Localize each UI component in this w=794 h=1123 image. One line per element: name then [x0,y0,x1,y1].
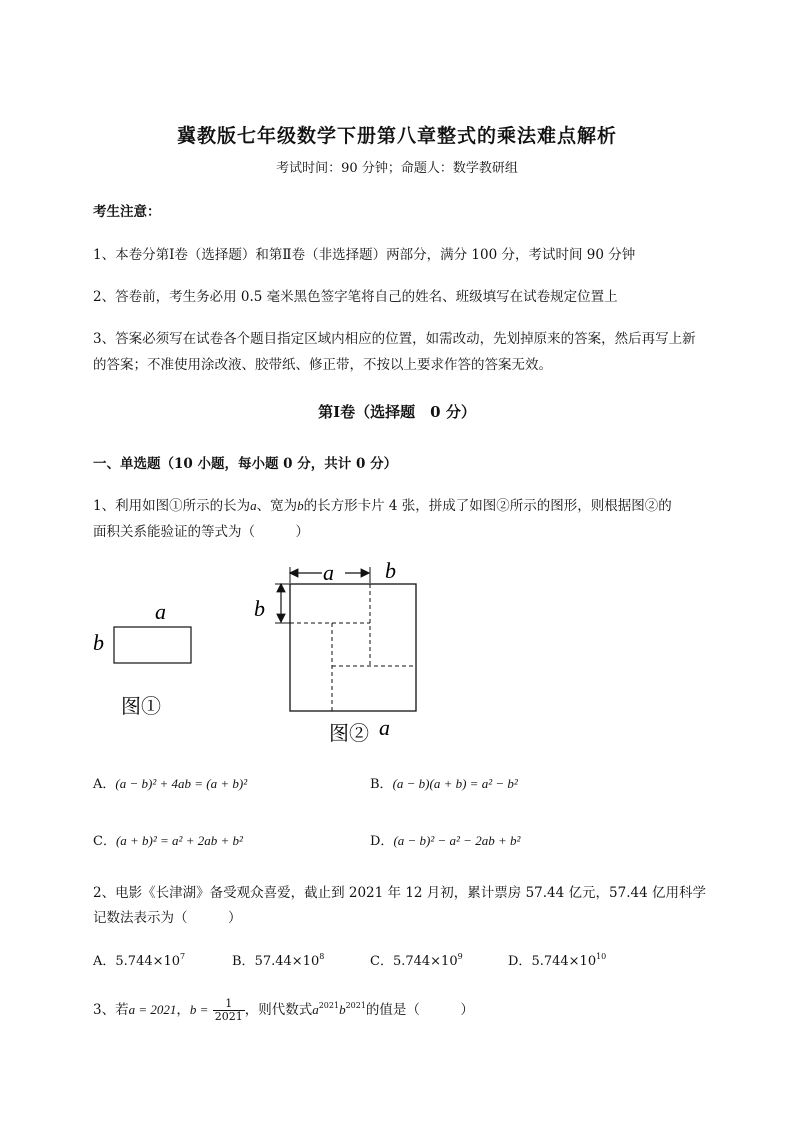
notice-item-3: 3、答案必须写在试卷各个题目指定区域内相应的位置，如需改动，先划掉原来的答案，然后再写上新 [93,331,696,347]
exam-info: 考试时间：90 分钟；命题人：数学教研组 [276,161,518,176]
q1-text-line2: 面积关系能验证的等式为（ ） [93,524,309,540]
q1-option-c[interactable]: C．(a + b)² = a² + 2ab + b² [93,833,243,849]
fig2-label-a-top: a [323,560,334,585]
notice-heading: 考生注意： [93,204,161,220]
fig2-caption: 图② [329,723,369,745]
q1-option-a[interactable]: A．(a − b)² + 4ab = (a + b)² [93,776,248,792]
fig2-outer-square [290,584,416,711]
fig1-rectangle [114,627,191,663]
fig2-label-b-top: b [385,558,396,583]
fig2-dashed-lines [290,584,416,711]
q1-option-d[interactable]: D．(a − b)² − a² − 2ab + b² [370,833,521,849]
q1-option-b[interactable]: B．(a − b)(a + b) = a² − b² [370,776,518,792]
figure-2 [245,556,435,751]
page-title: 冀教版七年级数学下册第八章整式的乘法难点解析 [176,125,617,147]
q2-option-a[interactable]: A．$5.744\times 10^7$ [93,952,186,969]
part-heading: 一、单选题（10 小题，每小题 0 分，共计 0 分） [93,456,398,472]
q3-text: 3、若a = 2021，b = $\frac{1}{2021}$ ，则代数式$a^{2021}b^{2021}$的值是（ ） [93,997,474,1023]
fig1-label-b: b [93,630,104,655]
fig1-label-a: a [155,599,166,624]
fig1-caption: 图① [121,696,161,718]
q3-fraction: $\frac{1}{2021}$ [214,997,243,1023]
notice-item-2: 2、答卷前，考生务必用 0.5 毫米黑色签字笔将自己的姓名、班级填写在试卷规定位置上 [93,289,618,305]
q2-option-b[interactable]: B．$57.44\times 10^8$ [232,952,325,969]
q1-text-line1: 1、利用如图①所示的长为a、宽为b的长方形卡片 4 张，拼成了如图②所示的图形，则根据图②的 [93,498,672,514]
q2-option-c[interactable]: C．$5.744\times 10^9$ [370,952,463,969]
fig2-label-b-left: b [254,596,265,621]
fig2-label-a-bottom: a [379,715,390,740]
figure-1 [85,595,215,725]
q2-option-d[interactable]: D．$5.744\times 10^{10}$ [508,952,607,969]
notice-item-3-cont: 的答案；不准使用涂改液、胶带纸、修正带，不按以上要求作答的答案无效。 [93,357,552,373]
notice-item-1: 1、本卷分第Ⅰ卷（选择题）和第Ⅱ卷（非选择题）两部分，满分 100 分，考试时间 90 分钟 [93,247,636,263]
q2-text-line2: 记数法表示为（ ） [93,910,242,926]
q2-text-line1: 2、电影《长津湖》备受观众喜爱，截止到 2021 年 12 月初，累计票房 57.44 亿元，57.44 亿用科学 [93,885,706,901]
section-title: 第Ⅰ卷（选择题 0 分） [318,403,476,421]
